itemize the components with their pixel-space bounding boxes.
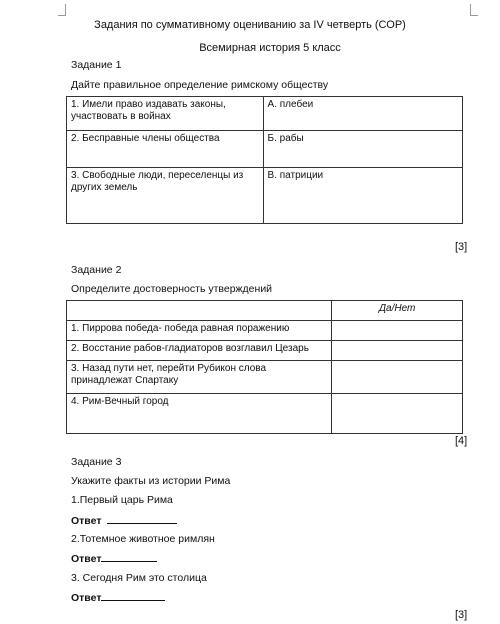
answer-field-1[interactable]: [107, 514, 177, 524]
task1-row-2-left: 2. Бесправные члены общества: [67, 131, 264, 168]
table-row: [67, 361, 463, 394]
task3-answer-row-2: [71, 552, 157, 565]
task1-row-3-right: В. патриции: [263, 168, 462, 224]
task1-row-1-right: А. плебеи: [263, 97, 462, 131]
table-row: [67, 321, 463, 341]
task2-instruction: Определите достоверность утверждений: [71, 283, 273, 295]
corner-mark-right-h: [470, 15, 478, 16]
corner-mark-left-h: [58, 15, 66, 16]
document-subtitle: Всемирная история 5 класс: [199, 42, 341, 54]
table-header-row: [67, 301, 463, 321]
table-row: [67, 168, 463, 224]
task3-answer-row-3: [71, 591, 165, 604]
document-title: Задания по суммативному оцениванию за IV четверть (СОР): [94, 19, 406, 31]
task2-heading: Задание 2: [71, 264, 122, 276]
task2-table: [66, 300, 463, 434]
task2-answer-4[interactable]: [332, 394, 463, 434]
task1-row-2-right: Б. рабы: [263, 131, 462, 168]
task1-heading: Задание 1: [71, 59, 122, 71]
task3-answer-row-1: [71, 514, 177, 527]
task3-score: [3]: [455, 609, 468, 621]
answer-label: Ответ: [71, 553, 102, 565]
answer-field-2[interactable]: [101, 552, 157, 562]
task2-answer-2[interactable]: [332, 341, 463, 361]
task2-header-empty: [67, 301, 332, 321]
task3-instruction: Укажите факты из истории Рима: [71, 475, 231, 487]
task2-answer-1[interactable]: [332, 321, 463, 341]
task3-question-2: 2.Тотемное животное римлян: [71, 533, 215, 545]
task1-instruction: Дайте правильное определение римскому обществу: [71, 79, 329, 91]
task2-statement-1: 1. Пиррова победа- победа равная поражению: [67, 321, 332, 341]
task3-heading: Задание 3: [71, 456, 122, 468]
task1-table: [66, 96, 463, 224]
task2-statement-4: 4. Рим-Вечный город: [67, 394, 332, 434]
task2-column-header: Да/Нет: [332, 301, 463, 321]
answer-label: Ответ: [71, 592, 102, 604]
answer-label: Ответ: [71, 515, 102, 527]
task3-question-3: 3. Сегодня Рим это столица: [71, 572, 207, 584]
answer-field-3[interactable]: [101, 591, 165, 601]
table-row: [67, 394, 463, 434]
table-row: [67, 341, 463, 361]
table-row: [67, 131, 463, 168]
task1-score: [3]: [455, 241, 468, 253]
task2-answer-3[interactable]: [332, 361, 463, 394]
task2-statement-2: 2. Восстание рабов-гладиаторов возглавил Цезарь: [67, 341, 332, 361]
task2-score: [4]: [455, 435, 468, 447]
task3-question-1: 1.Первый царь Рима: [71, 494, 173, 506]
task1-row-1-left: 1. Имели право издавать законы, участвовать в войнах: [67, 97, 264, 131]
task1-row-3-left: 3. Свободные люди, переселенцы из других земель: [67, 168, 264, 224]
table-row: [67, 97, 463, 131]
task2-statement-3: 3. Назад пути нет, перейти Рубикон слова принадлежат Спартаку: [67, 361, 332, 394]
